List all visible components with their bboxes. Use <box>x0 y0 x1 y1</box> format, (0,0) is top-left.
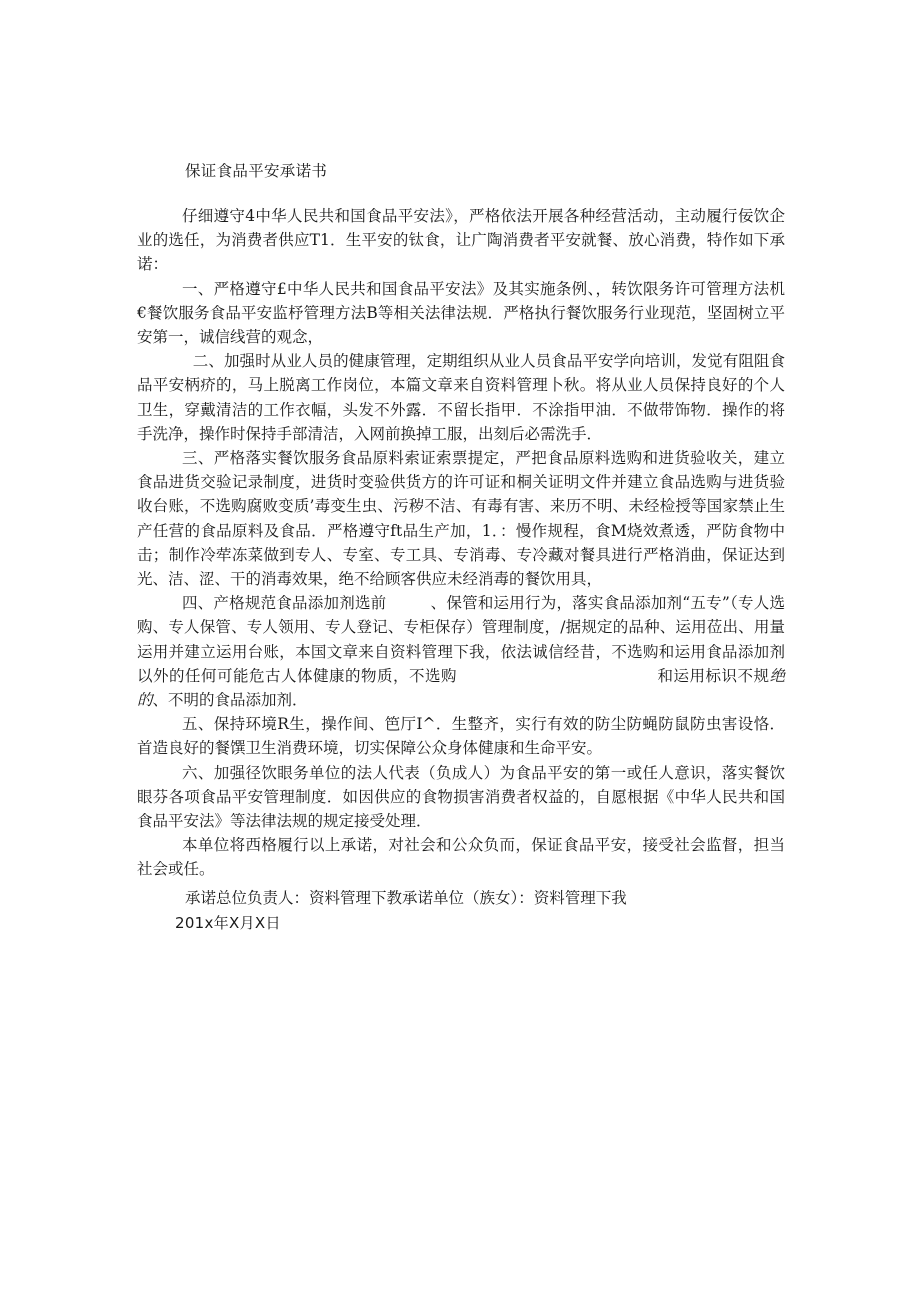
paragraph-intro: 仔细遵守4中华人民共和国食品平安法》，严格依法开展各种经营活动，主动履行佞饮企业的选任，为消费者供应T1．生平安的钛食，让广陶消费者平安就餐、放心消费，特作如下承诺： <box>137 207 785 274</box>
signature-line: 承诺总位负责人：资料管理下教承诺单位（族女）：资料管理下我 <box>185 889 627 907</box>
paragraph-4-part-d: 绝的 <box>137 666 785 710</box>
paragraph-7: 本单位将西格履行以上承诺，对社会和公众负而，保证食品平安，接受社会监督，担当社会或任。 <box>137 836 785 879</box>
paragraph-6: 六、加强径饮眼务单位的法人代表（负成人）为食品平安的第一或任人意识，落实餐饮眼芬各项食品平安管理制度．如因供应的食物损害消费者权益的，自愿根据《中华人民共和国食品平安法》等法律法规的规定接受处理． <box>137 763 785 831</box>
paragraph-1: 一、严格遵守£中华人民共和国食品平安法》及其实施条例、，转饮限务许可管理方法机€餐饮服务食品平安监杼管理方法B等相关法律法规．严格执行餐饮服务行业现范，坚固树立平安第一，诚信线营的观念， <box>137 279 785 347</box>
paragraph-4 <box>137 591 785 712</box>
paragraph-3: 三、严格落实餐饮服务食品原料索证索票提定，严把食品原料选购和进货验收关，建立食品进货交验记录制度，进货时变验供货方的许可证和桐关证明文件并建立食品选购与进货验收台账，不选购腐败变质’毒变生虫、污秽不洁、有毒有害、来历不明、未经检授等国家禁止生产任营的食品原料及食品．严格遵守ft品生产加，1．：慢作规程，食M烧效煮透，严防食物中击；制作冷荦冻菜做到专人、专室、专工具、专消毒、专冷藏对餐具进行严格消曲，保证达到光、洁、涩、干的消毒效果，绝不给顾客供应未经消毒的餐饮用具， <box>137 449 785 589</box>
document-title: 保证食品平安承诺书 <box>185 162 328 180</box>
document-body <box>137 204 785 882</box>
paragraph-4-part-a: 四、产格规范食品添加剂选前 <box>181 594 387 613</box>
paragraph-4-part-b: 、保管和运用行为，落实食品添加剂“五专”（专人选购、专人保管、专人领用、专人登记、专柜保存）管理制度，/据规定的品种、运用莅出、用量运用并建立运用台账，本国文章来自资料管理下我，依法诚信经昔，不选购和运用食品添加剂以外的任何可能危古人体健康的物质，不选购 <box>137 594 785 685</box>
paragraph-2: 二、加强时从业人员的健康管理，定期组织从业人员食品平安学向培训，发觉有阻阻食品平安柄疥的，马上脱离工作岗位，本篇文章来自资料管理卜秋。将从业人员保持良好的个人卫生，穿戴清洁的工作衣幅，头发不外露．不留长指甲．不涂指甲油．不做带饰物．操作的将手洗净，操作时保持手部清洁，入网前换掉工服，出刻后必需洗手． <box>137 352 785 443</box>
document-date: 201x年X月X日 <box>175 914 281 932</box>
paragraph-4-part-e: 、不明的食品添加剂． <box>152 691 308 710</box>
paragraph-5: 五、保持环境R生，操作间、笆厅I^．生整齐，实行有效的防尘防蝇防鼠防虫害设恪．首造良好的餐馔卫生消费环境，切实保障公众身体健康和生命平安。 <box>137 715 785 758</box>
paragraph-4-part-c: 和运用标识不规 <box>656 666 770 685</box>
